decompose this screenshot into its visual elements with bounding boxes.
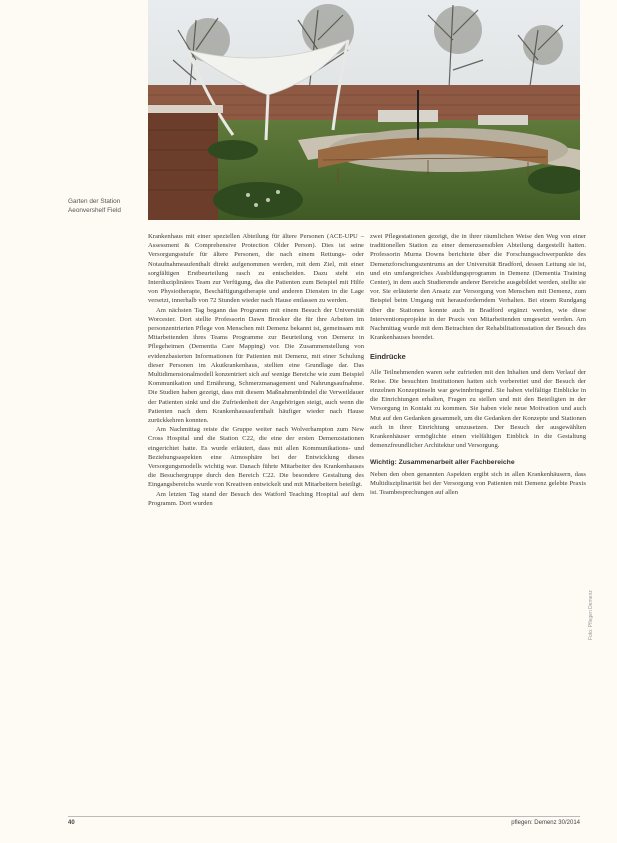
- section-heading: Eindrücke: [370, 352, 406, 362]
- section-paragraph-1: Alle Teilnehmenden waren sehr zufrieden mit den Inhalten und dem Verlauf der Reise. Die besuchten Institutionen hatten sich vorbereitet und der Besuch der einzelnen Konzeptinseln war gewinnbringend. Sie haben vielfältige Einblicke in die Einrichtungen erhalten, Fragen zu stellen und mit den Beteiligten in der Versorgung in Kontakt zu kommen. Sie haben viele neue Motivation und auch Mut auf den Gedanken gesammelt, um die Gedanken der Konzepte und Stationen auch in ihrer Einrichtung umzusetzen. Der Besuch der ausgewählten Krankenhäuser ermöglichte einen vielfältigen Einblick in die Gestaltung demenzfreundlicher Architektur und Versorgung.: [370, 368, 586, 450]
- sub-heading: Wichtig: Zusammenarbeit aller Fachbereiche: [370, 459, 515, 467]
- caption-line-2: Aeonvershelf Field: [68, 206, 121, 214]
- garden-photo: [148, 0, 580, 220]
- garden-photo-graphic: [148, 0, 580, 220]
- right-paragraph-1: zwei Pflegestationen gezeigt, die in ihrer räumlichen Weise den Weg von einer traditionellen Station zu einer demenzsensiblen Abteilung dargestellt hatten. Professorin Murna Downs berichtete über die Forschungsschwerpunkte des Demenzforschungszentrums an der Universität Bradford, dessen Leitung sie ist, und ein umfangreiches Ausbildungsprogramm in Demenz (Dementia Training Center), in dem auch Studierende anderer Bereiche ausgebildet werden, stellte sie vor. Sie erläuterte den Ansatz zur Versorgung von Menschen mit Demenz, zum Beispiel beim Umgang mit herausforderndem Verhalten. Bei einem Rundgang über die Stationen konnte auch in Bradford ergänzt werden, wie diese Interventionsprojekte in der Praxis von Mitarbeitenden umgesetzt werden. Am Nachmittag wurde mit dem Betrachten der Rehabilitationsstation der Besuch des Krankenhauses beendet.: [370, 233, 586, 342]
- left-paragraph-3: Am Nachmittag reiste die Gruppe weiter nach Wolverhampton zum New Cross Hospital und die Station C22, die eine der ersten Demenzstationen eingerichtet hatte. Es wurde erläutert, dass mit allen Kommunikations- und Beziehungsaspekten eine Atmosphäre bei der Entwicklung dieses Versorgungsmodells wichtig war. Danach führte Mitarbeiter des Krankenhauses die Besuchergruppe durch den Bereich C22. Die besondere Gestaltung des Eingangsbereichs wurde von Kreativen entwickelt und mit Mitarbeitern beteiligt.: [148, 426, 364, 489]
- figure-caption: [68, 198, 148, 215]
- caption-line-1: Garten der Station: [68, 198, 121, 205]
- left-column: [148, 232, 364, 508]
- footer-rule: [68, 816, 580, 817]
- left-paragraph-4: Am letzten Tag stand der Besuch des Watford Teaching Hospital auf dem Programm. Dort wurden: [148, 490, 364, 507]
- journal-name: pflegen: Demenz 30/2014: [511, 820, 580, 826]
- sub-paragraph-1: Neben den oben genannten Aspekten ergibt sich in allen Krankenhäusern, dass Multidisziplinarität bei der Versorgung von Patienten mit Demenz gelebte Praxis ist. Teambesprechungen auf allen: [370, 470, 586, 497]
- left-paragraph-2: Am nächsten Tag begann das Programm mit einem Besuch der Universität Worcester. Dort stellte Professorin Dawn Brooker die für ihre Arbeiten im personzentrierten Pflege von Menschen mit Demenz bekannt ist, gemeinsam mit Mitarbeitenden ihres Teams Programme zur Beurteilung von Demenz in Pflegeheimen (Dementia Care Mapping) vor. Die Zusammenstellung von evidenzbasierten Informationen für Patienten mit Demenz, mit einer Schulung dieser Personen im Akutkrankenhaus, stellten eine Grundlage dar. Das Multidimensionalmodell konzentriert sich auf wenige Bereiche wie zum Beispiel Kommunikation und Ernährung, Schmerzmanagement und Nahrungsaufnahme. Die Studien haben gezeigt, dass mit diesem Maßnahmenbündel die Verweildauer der Patienten sinkt und die Zufriedenheit der Angehörigen steigt, auch wenn die Patienten nach dem Krankenhausaufenthalt häufiger wieder nach Hause zurückkehren konnten.: [148, 306, 364, 425]
- photo-credit: Foto: Pflegen Demenz: [588, 590, 594, 640]
- left-paragraph-1: Krankenhaus mit einer speziellen Abteilung für ältere Personen (ACE-UPU – Assessment & Comprehensive Protection Older Person). Dies ist seine Versorgungsstufe für ältere Personen, die nach einem Rettungs- oder Notaufnahmeaufenthalt direkt aufgenommen werden, mit dem Ziel, mit einer sorgfältigen Erstbeurteilung rasch zu entscheiden. Dazu steht ein Interdisziplinäres Team zur Verfügung, das die Patienten zum Beispiel mit Hilfe von Physiotherapie, Beschäftigungstherapie und anderen Diensten in die Lage versetzt, innerhalb von 72 Stunden wieder nach Hause entlassen zu werden.: [148, 233, 364, 305]
- page-number: 40: [68, 820, 75, 826]
- right-column: [370, 232, 586, 497]
